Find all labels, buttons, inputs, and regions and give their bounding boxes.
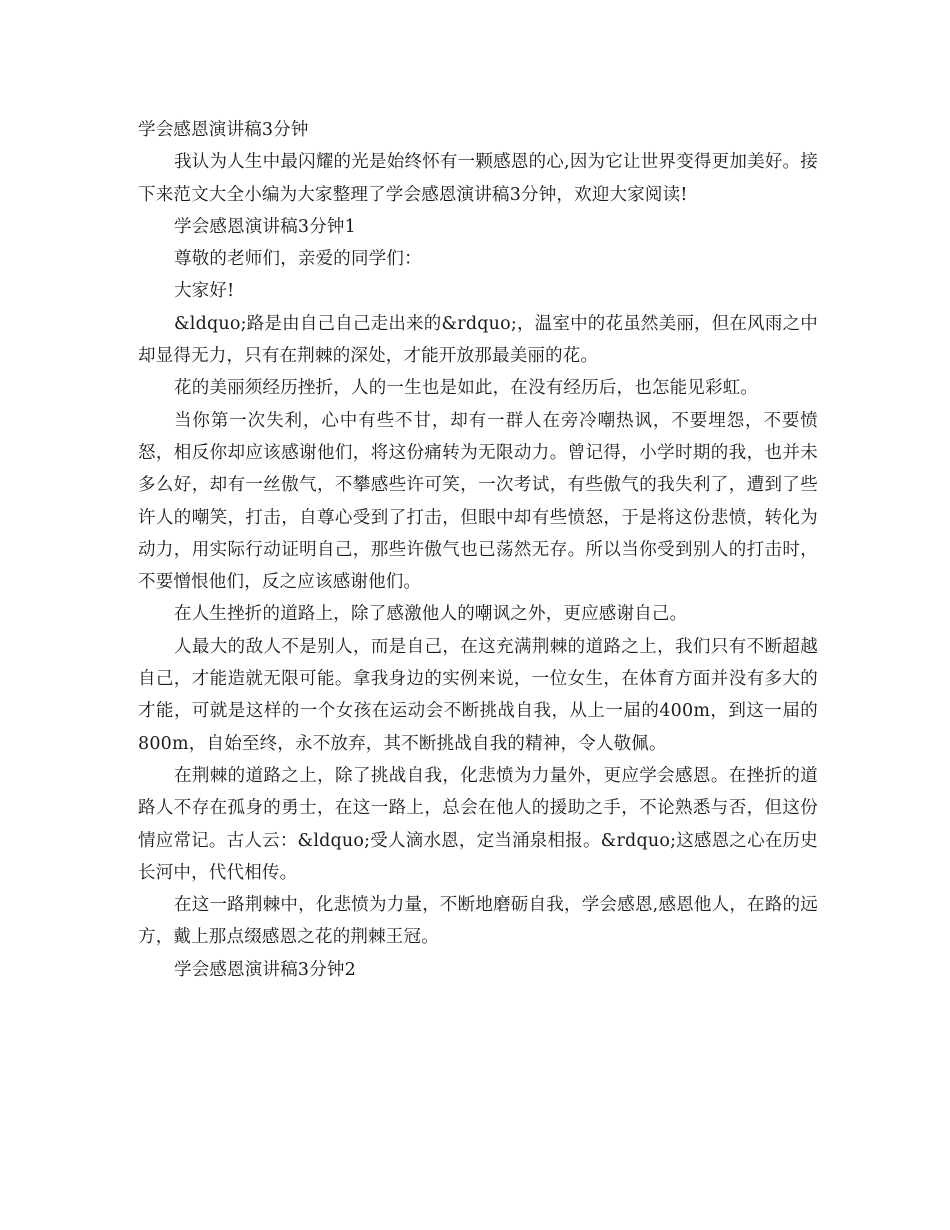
document-body [138,114,818,986]
body-paragraph: 在荆棘的道路之上，除了挑战自我，化悲愤为力量外，更应学会感恩。在挫折的道路人不存在孤身的勇士，在这一路上，总会在他人的援助之手，不论熟悉与否，但这份情应常记。古人云：&ldquo;受人滴水恩，定当涌泉相报。&rdquo;这感恩之心在历史长河中，代代相传。 [138,765,818,883]
body-paragraph: 在人生挫折的道路上，除了感激他人的嘲讽之外，更应感谢自己。 [174,604,688,625]
body-paragraph: 在这一路荆棘中，化悲愤为力量，不断地磨砺自我，学会感恩,感恩他人，在路的远方，戴上那点缀感恩之花的荆棘王冠。 [138,895,818,948]
section-heading-1: 学会感恩演讲稿3分钟1 [174,216,356,237]
body-paragraph: 人最大的敌人不是别人，而是自己，在这充满荆棘的道路之上，我们只有不断超越自己，才能造就无限可能。拿我身边的实例来说，一位女生，在体育方面并没有多大的才能，可就是这样的一个女孩在运动会不断挑战自我，从上一届的400m，到这一届的800m，自始至终，永不放弃，其不断挑战自我的精神，令人敬佩。 [138,636,818,754]
body-paragraph: 当你第一次失利，心中有些不甘，却有一群人在旁冷嘲热讽，不要埋怨，不要愤怒，相反你却应该感谢他们，将这份痛转为无限动力。曾记得，小学时期的我，也并未多么好，却有一丝傲气，不攀感些许可笑，一次考试，有些傲气的我失利了，遭到了些许人的嘲笑，打击，自尊心受到了打击，但眼中却有些愤怒，于是将这份悲愤，转化为动力，用实际行动证明自己，那些许傲气也已荡然无存。所以当你受到别人的打击时，不要憎恨他们，反之应该感谢他们。 [138,410,818,593]
greeting: 大家好! [174,281,235,302]
body-paragraph: &ldquo;路是由自己自己走出来的&rdquo;，温室中的花虽然美丽，但在风雨之中却显得无力，只有在荆棘的深处，才能开放那最美丽的花。 [138,313,818,367]
section-heading-2: 学会感恩演讲稿3分钟2 [174,959,356,980]
body-paragraph: 花的美丽须经历挫折，人的一生也是如此，在没有经历后，也怎能见彩虹。 [174,378,759,399]
intro-paragraph: 我认为人生中最闪耀的光是始终怀有一颗感恩的心,因为它让世界变得更加美好。接下来范文大全小编为大家整理了学会感恩演讲稿3分钟，欢迎大家阅读! [138,152,818,205]
document-title: 学会感恩演讲稿3分钟 [138,120,309,140]
salutation: 尊敬的老师们，亲爱的同学们： [174,249,422,270]
